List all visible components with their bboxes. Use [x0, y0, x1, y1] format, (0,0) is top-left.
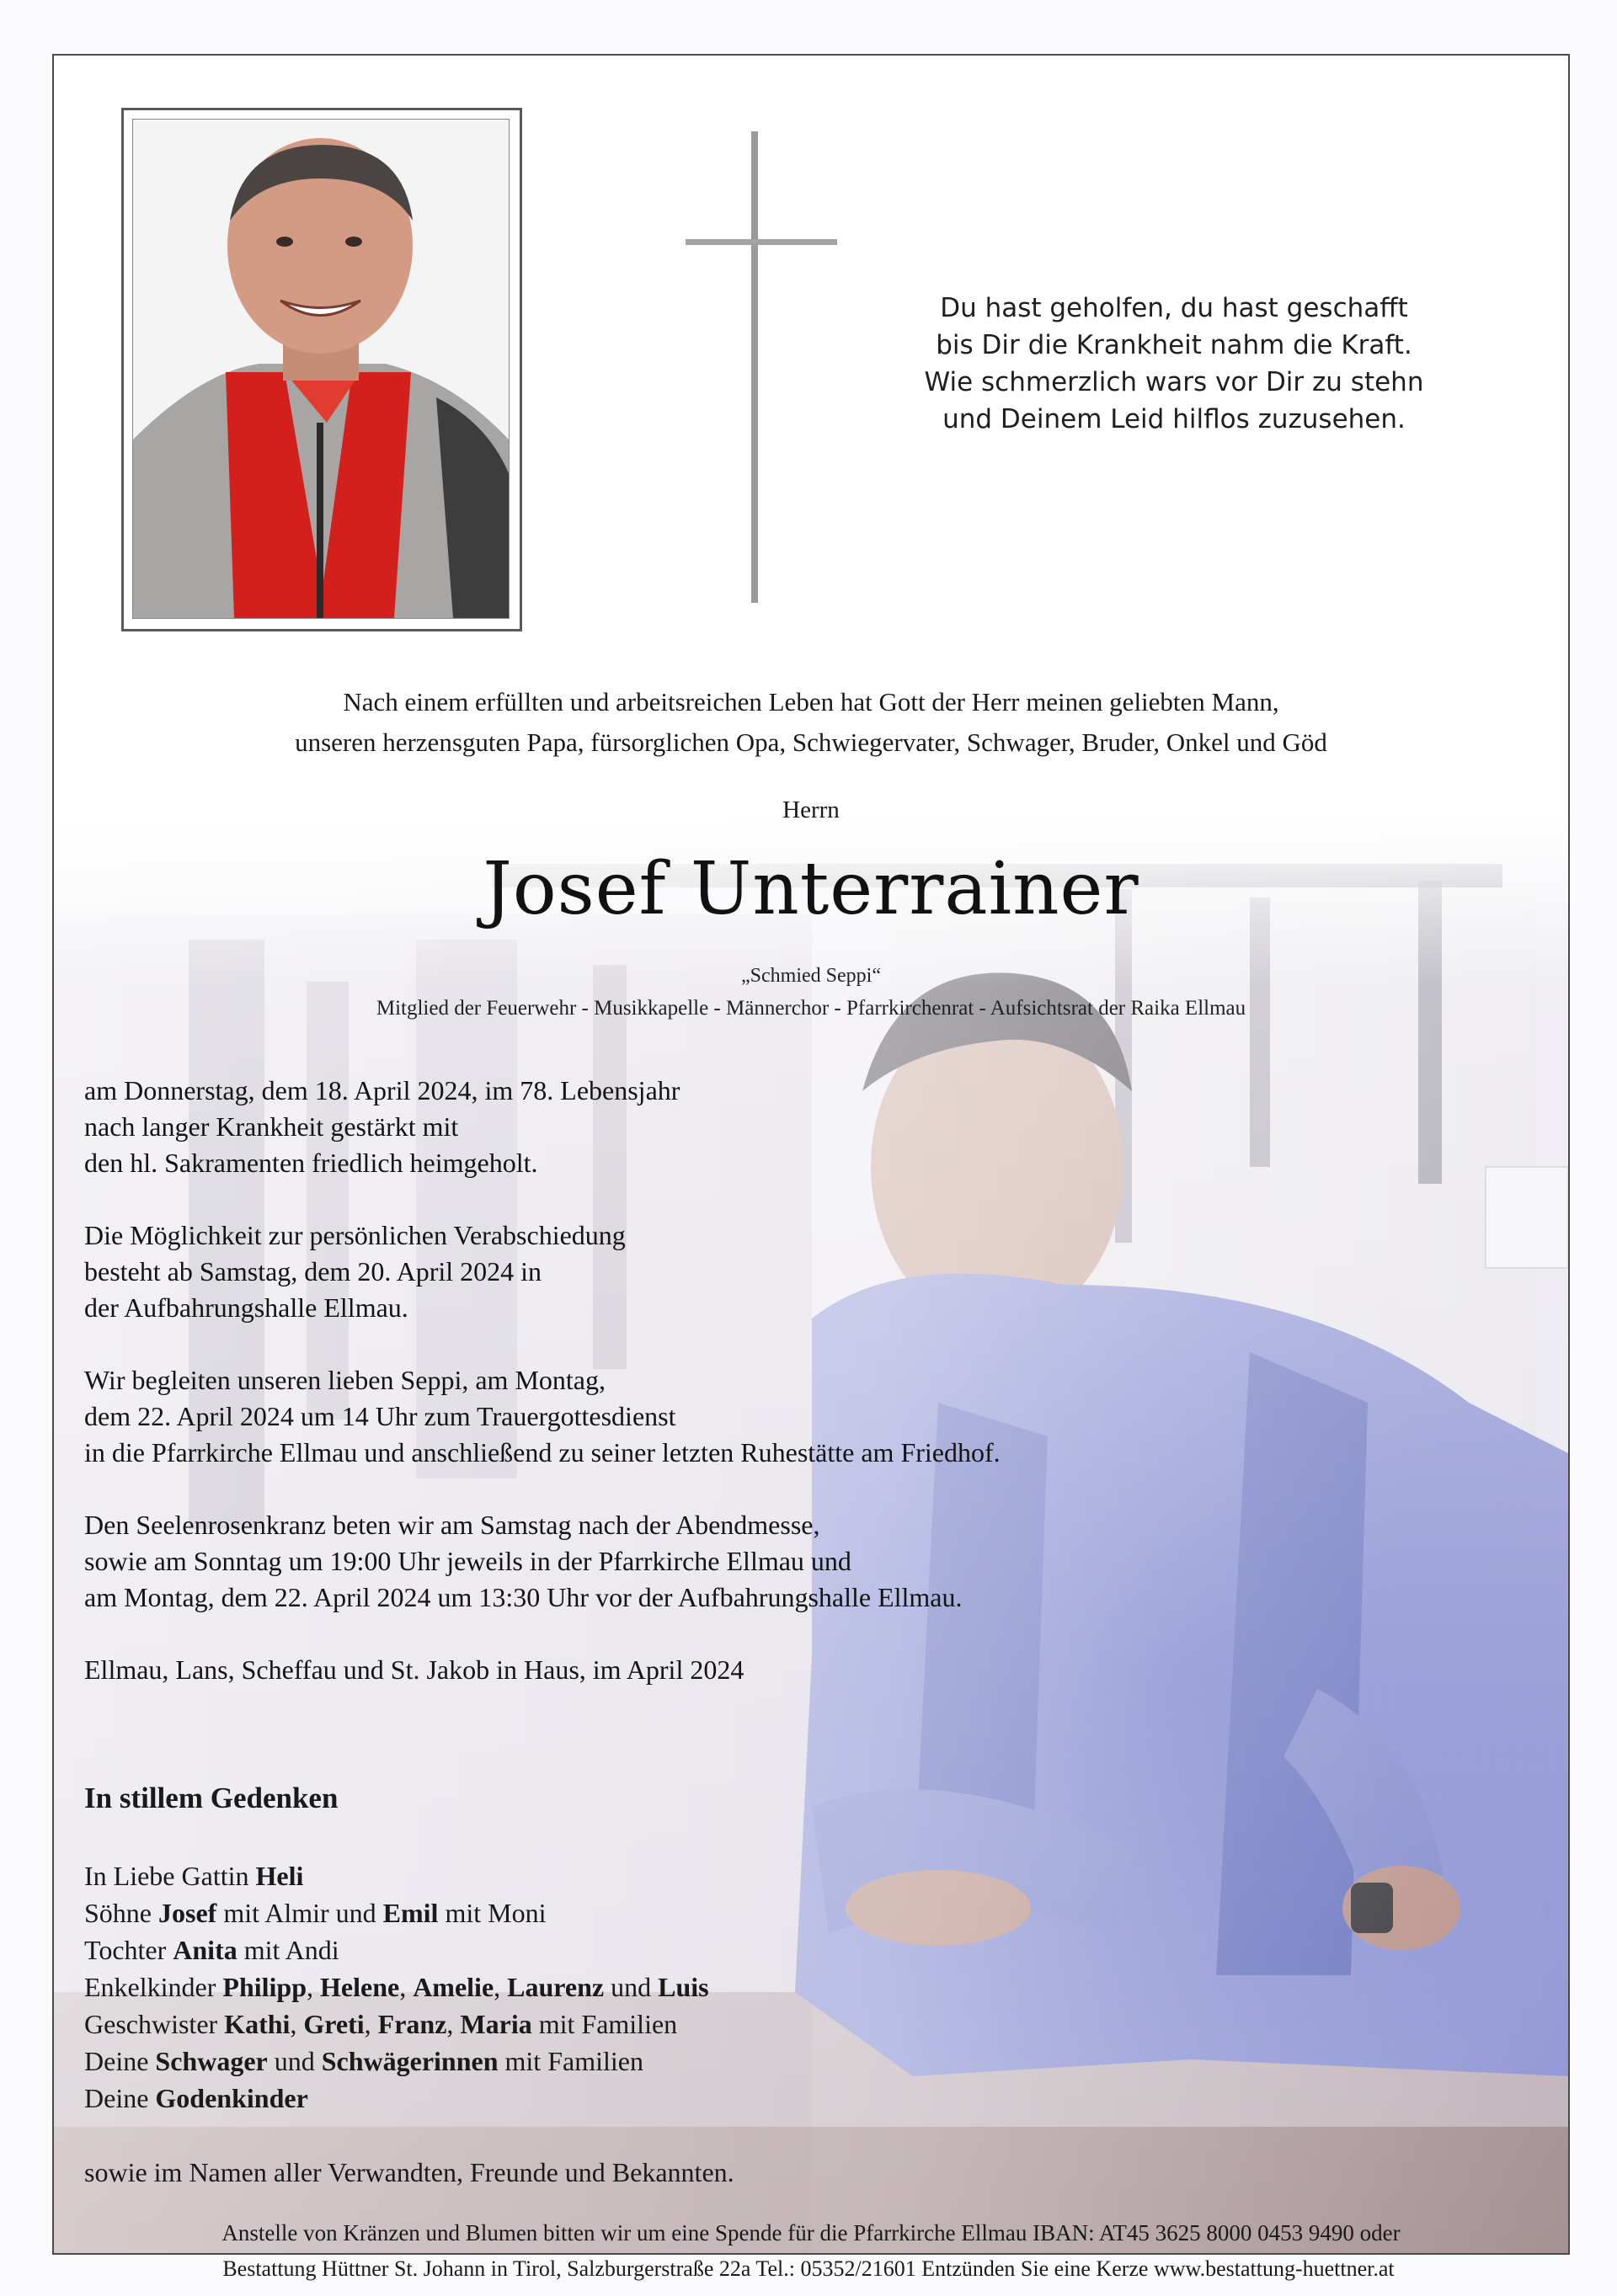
- cross-icon: [686, 131, 837, 603]
- deceased-name: Josef Unterrainer: [483, 847, 1139, 931]
- rosary-paragraph: [84, 1507, 1263, 1616]
- poem-line: Du hast geholfen, du hast geschafft: [940, 293, 1408, 323]
- mourner-line-grandchildren: Enkelkinder Philipp, Helene, Amelie, Laurenz und Luis: [84, 1972, 709, 2002]
- announcement-body: [84, 1073, 1263, 1724]
- viewing-paragraph: [84, 1217, 1263, 1326]
- memorial-poem: [905, 290, 1444, 438]
- nickname: „Schmied Seppi“: [741, 965, 881, 987]
- text-line: Wir begleiten unseren lieben Seppi, am Montag,: [84, 1365, 606, 1395]
- memberships: Mitglied der Feuerwehr - Musikkapelle - Männerchor - Pfarrkirchenrat - Aufsichtsrat der Raika Ellmau: [376, 997, 1246, 1020]
- mourner-line-inlaws: Deine Schwager und Schwägerinnen mit Familien: [84, 2046, 643, 2076]
- mourner-line-godchildren: Deine Godenkinder: [84, 2083, 308, 2113]
- intro-text: [104, 682, 1518, 763]
- text-line: Ellmau, Lans, Scheffau und St. Jakob in Haus, im April 2024: [84, 1654, 744, 1685]
- mourners-list: [84, 1857, 1011, 2117]
- portrait-frame: [121, 108, 522, 631]
- text-line: in die Pfarrkirche Ellmau und anschließend zu seiner letzten Ruhestätte am Friedhof.: [84, 1437, 1001, 1468]
- mourner-line-daughter: Tochter Anita mit Andi: [84, 1935, 339, 1965]
- mourner-line-sons: Söhne Josef mit Almir und Emil mit Moni: [84, 1898, 547, 1928]
- poem-line: bis Dir die Krankheit nahm die Kraft.: [936, 330, 1412, 360]
- salutation: Herrn: [782, 796, 840, 823]
- text-line: am Donnerstag, dem 18. April 2024, im 78. Lebensjahr: [84, 1075, 680, 1105]
- text-line: der Aufbahrungshalle Ellmau.: [84, 1292, 408, 1323]
- remembrance-heading: In stillem Gedenken: [84, 1782, 339, 1814]
- donation-line: [54, 2250, 1568, 2255]
- text-line: besteht ab Samstag, dem 20. April 2024 in: [84, 1256, 542, 1287]
- donation-request: [54, 2216, 1568, 2255]
- funeral-home-footer: Bestattung Hüttner St. Johann in Tirol, Salzburgerstraße 22a Tel.: 05352/21601 Entzünden Sie eine Kerze www.bestattung-huettner.at: [222, 2256, 1395, 2281]
- text-line: Die Möglichkeit zur persönlichen Verabschiedung: [84, 1220, 626, 1250]
- obituary-sheet: [52, 54, 1570, 2255]
- intro-line: Nach einem erfüllten und arbeitsreichen Leben hat Gott der Herr meinen geliebten Mann,: [343, 687, 1279, 717]
- poem-line: Wie schmerzlich wars vor Dir zu stehn: [924, 367, 1424, 397]
- portrait-illustration: [133, 120, 509, 618]
- death-paragraph: [84, 1073, 1263, 1181]
- funeral-paragraph: [84, 1362, 1263, 1471]
- mourner-line-spouse: In Liebe Gattin Heli: [84, 1861, 304, 1891]
- poem-line: und Deinem Leid hilflos zuzusehen.: [942, 404, 1406, 434]
- text-line: den hl. Sakramenten friedlich heimgeholt.: [84, 1148, 538, 1178]
- text-line: dem 22. April 2024 um 14 Uhr zum Trauergottesdienst: [84, 1401, 676, 1431]
- donation-line: Anstelle von Kränzen und Blumen bitten wir um eine Spende für die Pfarrkirche Ellmau IBAN: AT45 3625 8000 0453 9490 oder: [221, 2220, 1401, 2245]
- closing-line: sowie im Namen aller Verwandten, Freunde und Bekannten.: [84, 2157, 734, 2187]
- mourner-line-siblings: Geschwister Kathi, Greti, Franz, Maria mit Familien: [84, 2009, 678, 2039]
- text-line: nach langer Krankheit gestärkt mit: [84, 1111, 459, 1142]
- text-line: Den Seelenrosenkranz beten wir am Samstag nach der Abendmesse,: [84, 1510, 820, 1540]
- intro-line: unseren herzensguten Papa, fürsorglichen Opa, Schwiegervater, Schwager, Bruder, Onkel und Göd: [295, 727, 1327, 757]
- text-line: am Montag, dem 22. April 2024 um 13:30 Uhr vor der Aufbahrungshalle Ellmau.: [84, 1582, 963, 1612]
- text-line: sowie am Sonntag um 19:00 Uhr jeweils in der Pfarrkirche Ellmau und: [84, 1546, 851, 1576]
- place-date-paragraph: [84, 1652, 1263, 1688]
- portrait-photo: [132, 119, 510, 619]
